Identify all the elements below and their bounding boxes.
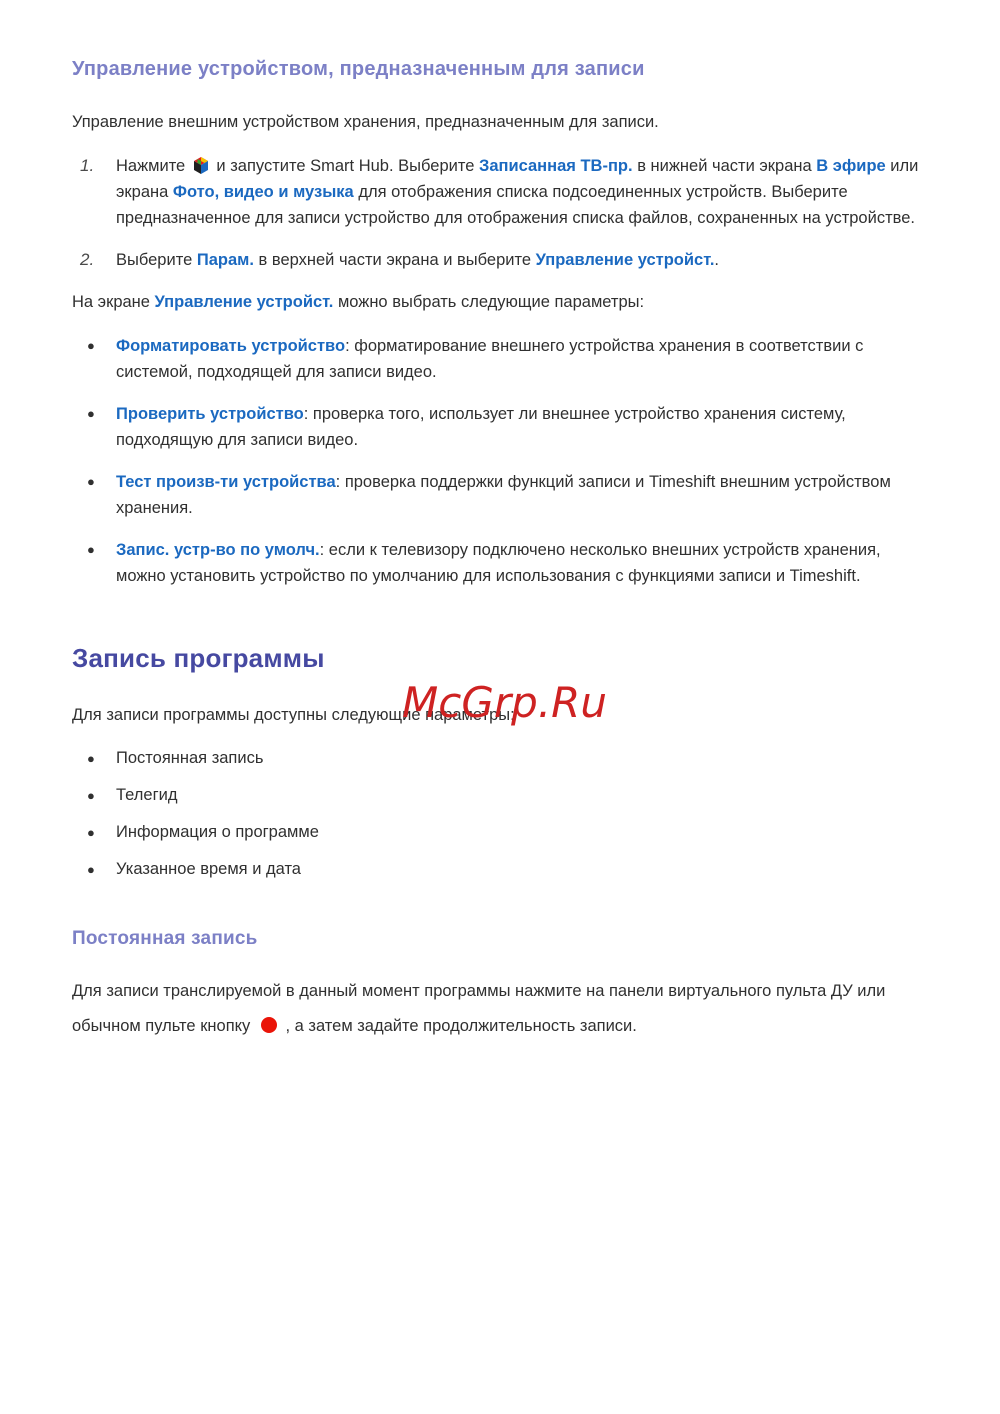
list-item-format-device	[72, 333, 930, 385]
record-button-icon	[261, 1017, 277, 1033]
list-item-default-device	[72, 537, 930, 589]
step-number: 2.	[80, 250, 95, 269]
option-term: Запис. устр-во по умолч.	[116, 541, 320, 559]
bullet-icon: ●	[87, 825, 95, 840]
bullet-icon: ●	[87, 338, 95, 353]
bullet-icon: ●	[87, 751, 95, 766]
ui-term: Фото, видео и музыка	[172, 183, 354, 201]
option-description: : проверка поддержки функций записи и Timeshift внешним устройством хранения.	[116, 473, 891, 517]
list-item-program-info	[72, 820, 930, 845]
list-item-instant-recording	[72, 746, 930, 771]
step-number: 1.	[80, 156, 95, 175]
step-text-segment: для отображения списка подсоединенных устройств. Выберите предназначенное для записи устройство для отображения списка файлов, сохраненных на устройстве.	[116, 183, 915, 227]
watermark: McGrp.Ru	[402, 678, 607, 727]
ui-term: Управление устройст.	[535, 251, 715, 269]
smart-hub-cube-icon	[193, 157, 209, 174]
option-description: : проверка того, использует ли внешнее устройство хранения систему, подходящую для записи видео.	[116, 405, 846, 449]
ui-term: Парам.	[196, 251, 254, 269]
list-item-time-date	[72, 857, 930, 882]
text-segment: Для записи транслируемой в данный момент программы нажмите на панели виртуального пульта ДУ или обычном пульте кнопку	[72, 982, 886, 1035]
list-item-performance-test	[72, 469, 930, 521]
section-heading-manage-device: Управление устройством, предназначенным для записи	[72, 58, 645, 80]
ui-term: Записанная ТВ-пр.	[478, 157, 633, 175]
section-intro: Управление внешним устройством хранения, предназначенным для записи.	[72, 113, 659, 131]
bullet-icon: ●	[87, 862, 95, 877]
bullet-icon: ●	[87, 406, 95, 421]
text-segment: На экране	[72, 293, 155, 311]
record-options-list	[72, 746, 930, 882]
ui-term: В эфире	[816, 157, 886, 175]
numbered-steps	[72, 153, 930, 273]
bullet-icon: ●	[87, 474, 95, 489]
option-description: : если к телевизору подключено несколько внешних устройств хранения, можно установить устройство по умолчанию для использования с функциями записи и Timeshift.	[116, 541, 881, 585]
step-text	[116, 247, 930, 273]
option-description: : форматирование внешнего устройства хранения в соответствии с системой, подходящей для записи видео.	[116, 337, 864, 381]
step-text-segment: или экрана	[116, 157, 919, 201]
step-1	[72, 153, 930, 231]
step-text-segment: и запустите Smart Hub. Выберите	[211, 157, 479, 175]
list-item-check-device	[72, 401, 930, 453]
step-text-segment: Нажмите	[116, 157, 190, 175]
ui-term: Управление устройст.	[154, 293, 334, 311]
options-intro	[72, 289, 930, 315]
step-text-segment: Выберите	[116, 251, 197, 269]
options-list	[72, 333, 930, 589]
subsection-heading-instant-recording: Постоянная запись	[72, 928, 258, 949]
step-text-segment: .	[714, 251, 720, 269]
option-term: Форматировать устройство	[116, 337, 346, 355]
text-segment: можно выбрать следующие параметры:	[333, 293, 645, 311]
list-item-label: Информация о программе	[116, 823, 319, 841]
text-segment: , а затем задайте продолжительность записи.	[280, 1017, 637, 1035]
step-text-segment: в верхней части экрана и выберите	[253, 251, 536, 269]
option-term: Тест произв-ти устройства	[116, 473, 336, 491]
list-item-guide	[72, 783, 930, 808]
bullet-icon: ●	[87, 788, 95, 803]
step-text-segment: в нижней части экрана	[632, 157, 817, 175]
step-2	[72, 247, 930, 273]
section-heading-record-program: Запись программы	[72, 643, 325, 673]
bullet-icon: ●	[87, 542, 95, 557]
instant-recording-paragraph	[72, 974, 930, 1044]
list-item-label: Постоянная запись	[116, 749, 264, 767]
list-item-label: Телегид	[116, 786, 178, 804]
record-intro: Для записи программы доступны следующие параметры:	[72, 706, 515, 724]
option-term: Проверить устройство	[116, 405, 304, 423]
list-item-label: Указанное время и дата	[116, 860, 301, 878]
step-text	[116, 153, 930, 231]
